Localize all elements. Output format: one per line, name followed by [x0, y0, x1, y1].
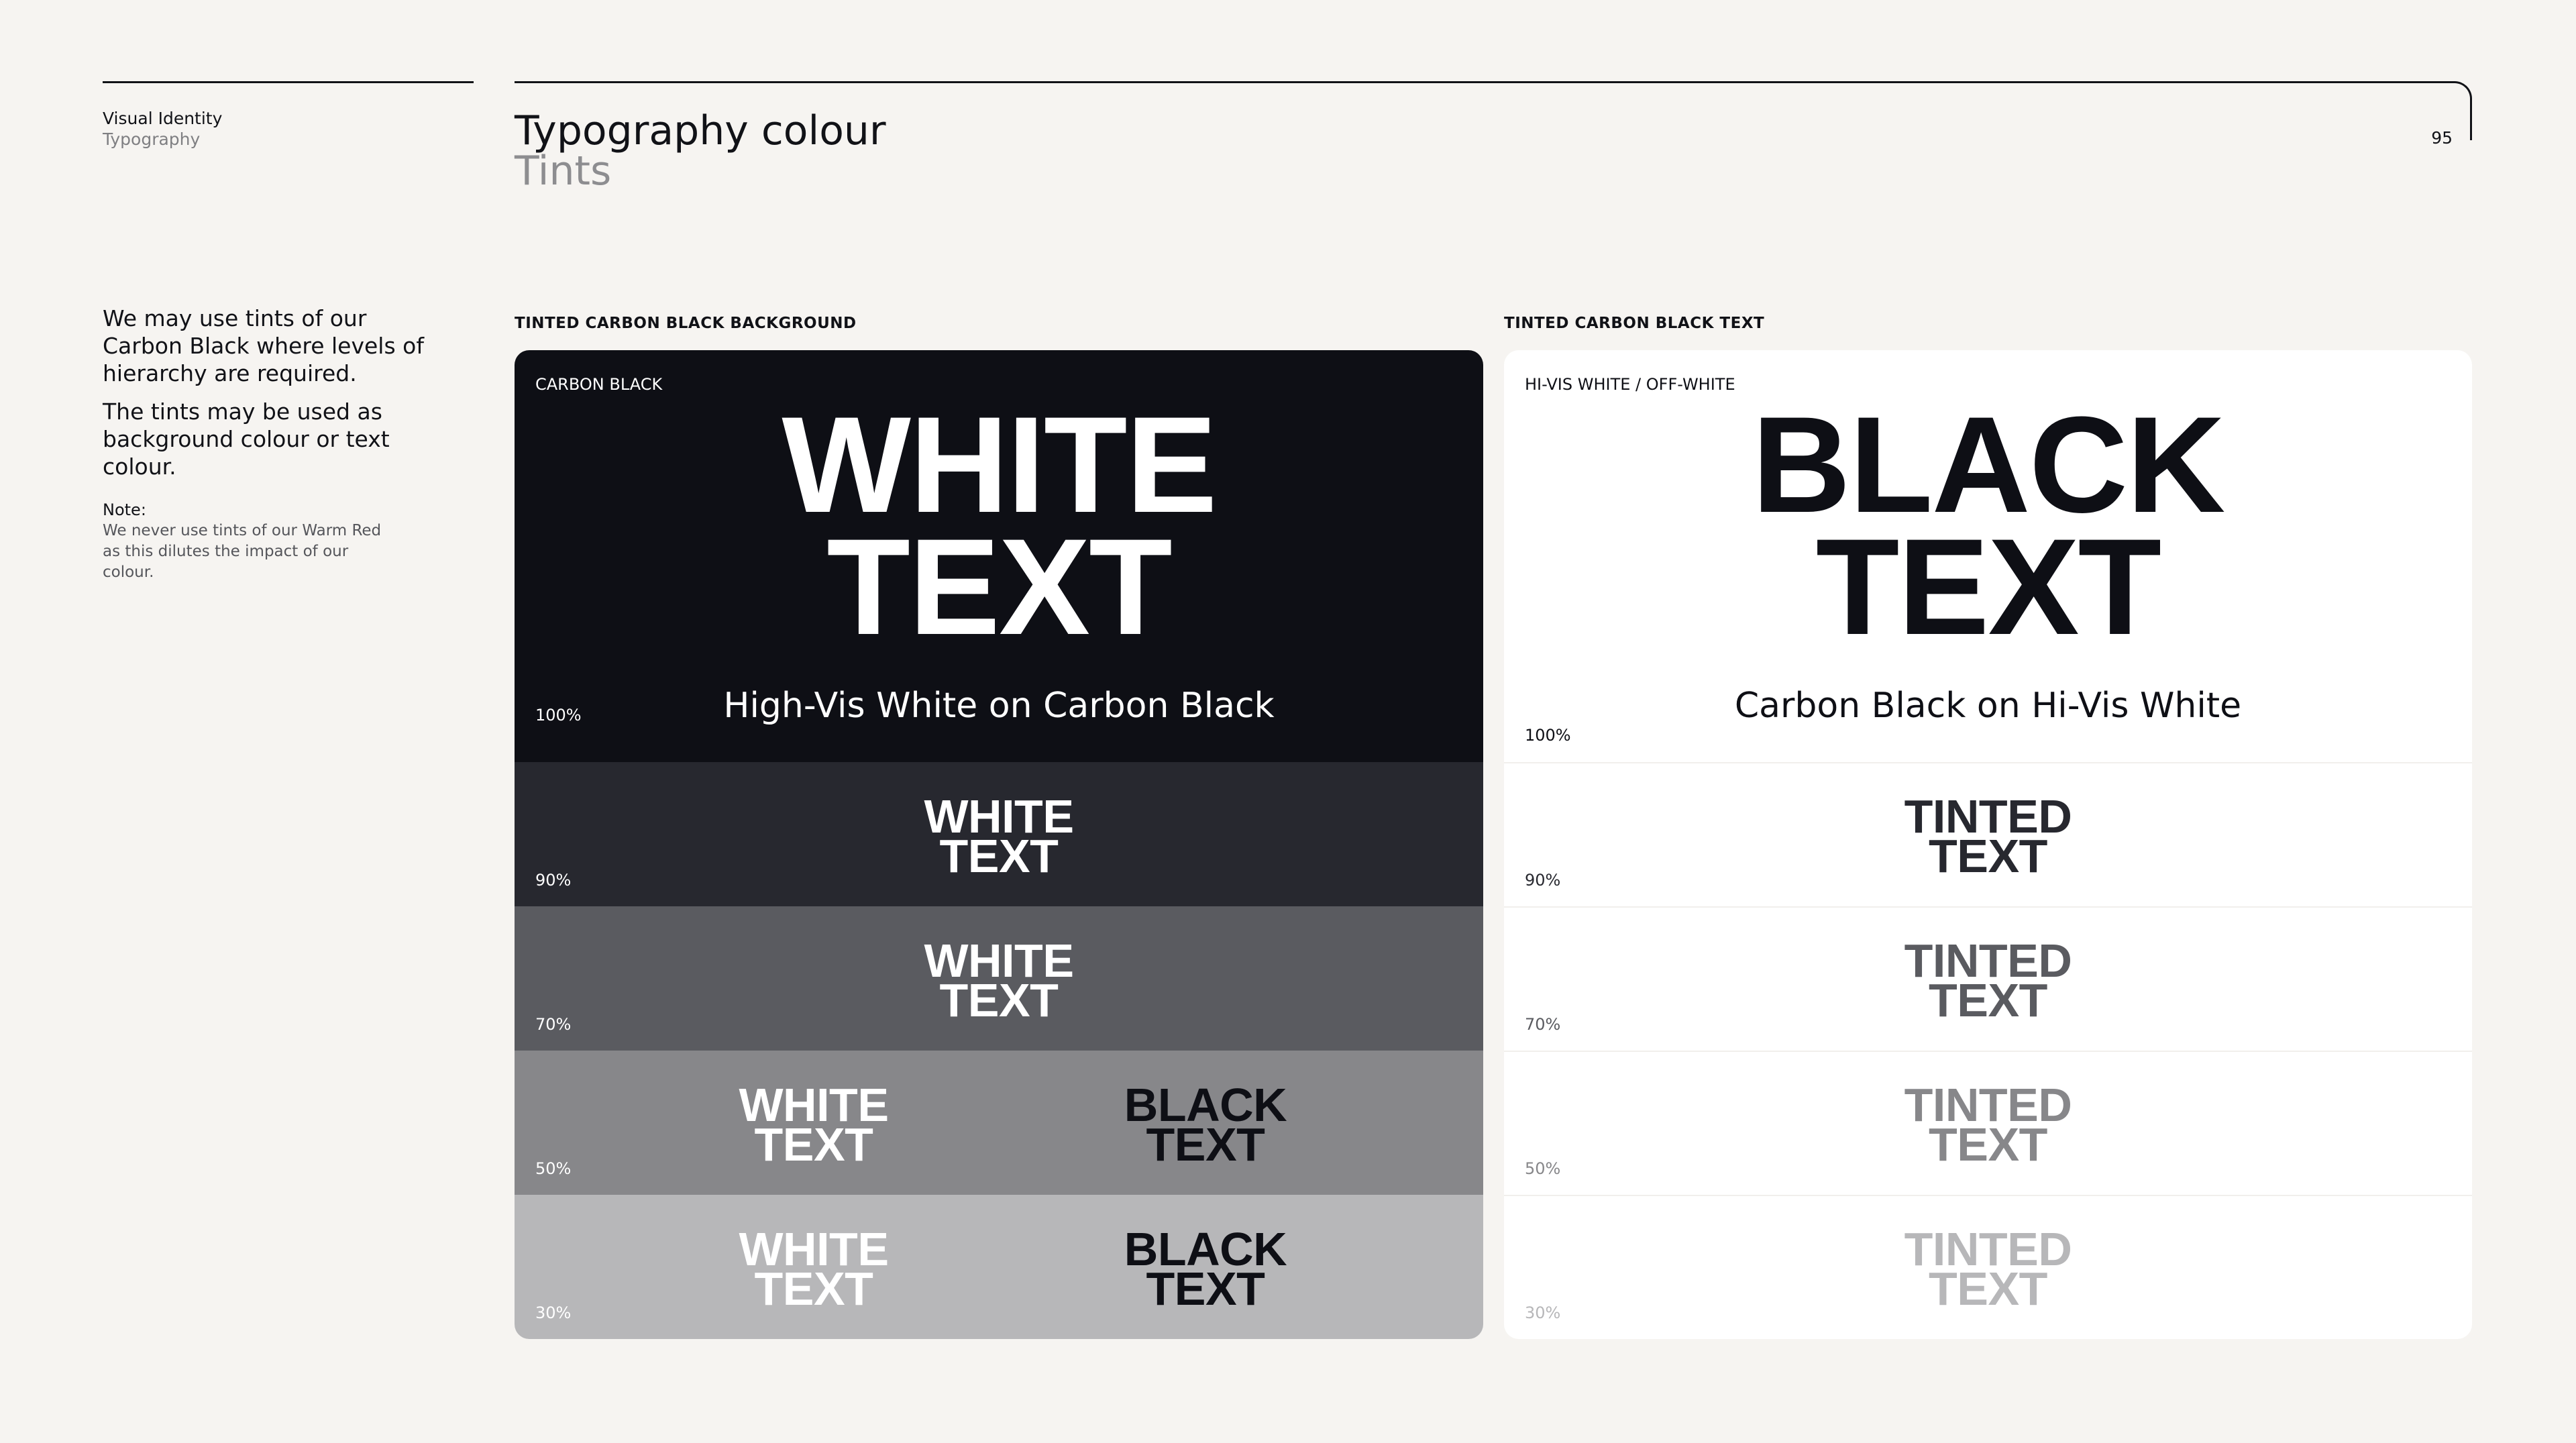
page-number: 95	[2431, 128, 2453, 148]
panel-caption: High-Vis White on Carbon Black	[723, 686, 1275, 726]
tint-percent: 50%	[1525, 1159, 1561, 1178]
headline-line-1: WHITE	[782, 388, 1216, 541]
sample-line-2: TEXT	[939, 974, 1059, 1026]
sample-line-2: TEXT	[1146, 1118, 1265, 1171]
tint-50-background-panel	[515, 1051, 1483, 1195]
tint-percent: 90%	[535, 871, 572, 890]
tint-percent: 90%	[1525, 871, 1561, 890]
left-column-heading: TINTED CARBON BLACK BACKGROUND	[515, 315, 857, 332]
tint-percent: 70%	[1525, 1015, 1561, 1034]
sample-line-1: WHITE	[739, 1079, 889, 1131]
right-column-heading: TINTED CARBON BLACK TEXT	[1504, 315, 1765, 332]
intro-paragraph-2: The tints may be used as background colour or text colour.	[103, 398, 390, 480]
tint-percent: 100%	[1525, 726, 1571, 745]
sample-line-1: TINTED	[1904, 790, 2072, 843]
sample-line-1: TINTED	[1904, 934, 2072, 987]
sample-line-2: TEXT	[1929, 1118, 2047, 1171]
note-text: We never use tints of our Warm Red as this dilutes the impact of our colour.	[103, 522, 382, 581]
tint-90-background-panel	[515, 762, 1483, 906]
headline-line-2: TEXT	[1815, 511, 2161, 663]
headline-line-2: TEXT	[826, 511, 1171, 663]
headline-line-1: BLACK	[1752, 388, 2224, 541]
sample-line-2: TEXT	[1146, 1263, 1265, 1315]
sample-line-1: TINTED	[1904, 1223, 2072, 1275]
section-name: Visual Identity	[103, 109, 223, 128]
header-rule-left	[103, 81, 474, 83]
panel-label: CARBON BLACK	[535, 375, 663, 394]
note-label: Note:	[103, 500, 146, 519]
intro-paragraph-1: We may use tints of our Carbon Black where levels of hierarchy are required.	[103, 305, 424, 386]
panel-caption: Carbon Black on Hi-Vis White	[1734, 686, 2242, 726]
sample-line-1: TINTED	[1904, 1079, 2072, 1131]
tint-30-text-panel	[1504, 1195, 2472, 1339]
sample-line-2: TEXT	[939, 830, 1059, 882]
sample-line-1: WHITE	[924, 934, 1074, 987]
tint-90-text-panel	[1504, 762, 2472, 906]
white-text-sample	[659, 1079, 968, 1171]
panel-label: HI-VIS WHITE / OFF-WHITE	[1525, 375, 1735, 394]
sample-line-1: BLACK	[1124, 1079, 1287, 1131]
tint-percent: 30%	[535, 1303, 572, 1322]
sample-line-1: WHITE	[924, 790, 1074, 843]
tint-percent: 50%	[535, 1159, 572, 1178]
white-text-sample	[659, 1223, 968, 1315]
carbon-black-main-panel	[515, 350, 1483, 762]
black-text-headline	[1504, 388, 2472, 663]
sample-line-2: TEXT	[1929, 974, 2047, 1026]
sample-line-2: TEXT	[1929, 830, 2047, 882]
tint-percent: 70%	[535, 1015, 572, 1034]
tint-percent: 100%	[535, 706, 582, 725]
tint-percent: 30%	[1525, 1303, 1561, 1322]
sample-line-1: WHITE	[739, 1223, 889, 1275]
page-subtitle: Tints	[515, 148, 612, 195]
tint-70-text-panel	[1504, 906, 2472, 1051]
hi-vis-white-main-panel	[1504, 350, 2472, 762]
black-text-sample	[1051, 1079, 1360, 1171]
black-text-sample	[1051, 1223, 1360, 1315]
tint-50-text-panel	[1504, 1051, 2472, 1195]
subsection-name: Typography	[103, 129, 201, 149]
tint-30-background-panel	[515, 1195, 1483, 1339]
page-title: Typography colour	[515, 107, 886, 154]
tint-70-background-panel	[515, 906, 1483, 1051]
sample-line-1: BLACK	[1124, 1223, 1287, 1275]
sample-line-2: TEXT	[754, 1263, 873, 1315]
white-text-headline	[515, 388, 1483, 663]
sample-line-2: TEXT	[1929, 1263, 2047, 1315]
sample-line-2: TEXT	[754, 1118, 873, 1171]
